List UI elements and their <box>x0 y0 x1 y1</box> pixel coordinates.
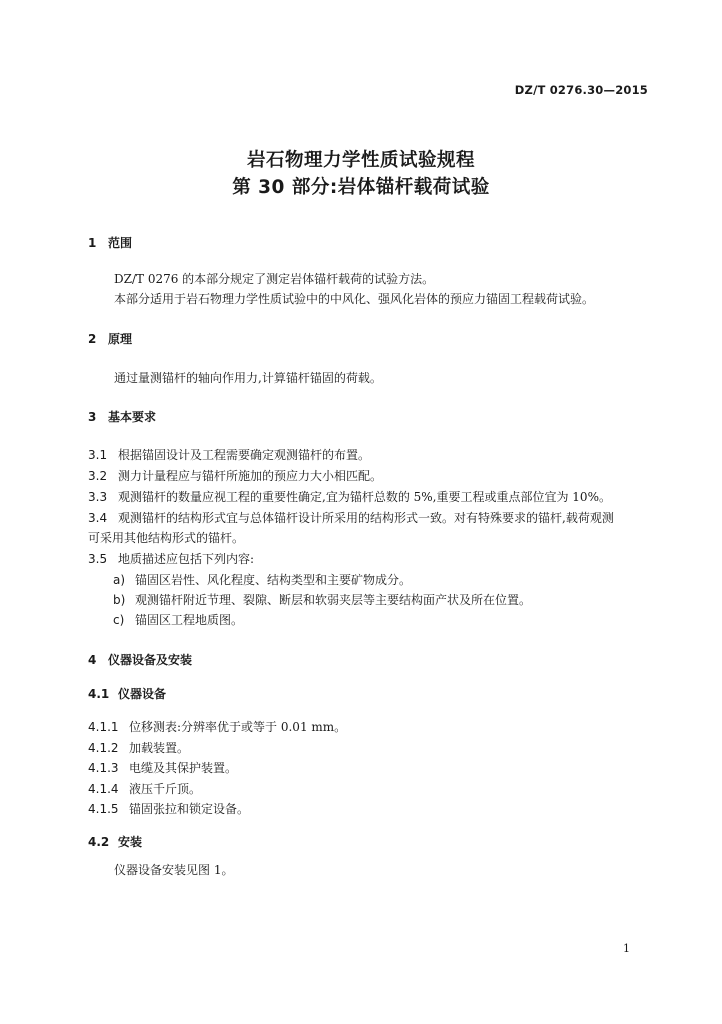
clause-text: 锚固张拉和锁定设备。 <box>129 802 250 816</box>
subsection-heading-4-2 <box>88 834 648 850</box>
subsection-heading-4-1 <box>88 686 648 702</box>
clause-text: 电缆及其保护装置。 <box>129 761 238 775</box>
section-heading-4 <box>88 652 648 668</box>
clause-item <box>88 489 648 505</box>
subsection-title: 安装 <box>118 835 143 849</box>
list-item <box>113 572 673 588</box>
clause-text: 加载装置。 <box>129 741 190 755</box>
list-label: b) <box>113 593 126 607</box>
section-heading-2 <box>88 331 648 347</box>
clause-item <box>88 740 648 756</box>
section-heading-1 <box>88 235 648 251</box>
clause-item <box>88 781 648 797</box>
clause-text: 位移测表:分辨率优于或等于 0.01 mm。 <box>129 720 347 734</box>
document-title-line1: 岩石物理力学性质试验规程 <box>246 150 475 171</box>
list-label: c) <box>113 613 125 627</box>
clause-item <box>88 468 648 484</box>
clause-continuation: 可采用其他结构形式的锚杆。 <box>88 531 245 545</box>
list-text: 观测锚杆附近节理、裂隙、断层和软弱夹层等主要结构面产状及所在位置。 <box>135 593 532 607</box>
clause-item <box>88 551 648 567</box>
section-title: 范围 <box>108 236 133 250</box>
paragraph: 仪器设备安装见图 1。 <box>114 863 234 877</box>
section-title: 仪器设备及安装 <box>108 653 193 667</box>
clause-number: 4.1.4 <box>88 782 119 796</box>
section-number: 4 <box>88 653 97 667</box>
paragraph: 通过量测锚杆的轴向作用力,计算锚杆锚固的荷载。 <box>114 371 382 385</box>
clause-number: 4.1.5 <box>88 802 119 816</box>
clause-number: 4.1.3 <box>88 761 119 775</box>
section-number: 3 <box>88 410 97 424</box>
section-number: 2 <box>88 332 97 346</box>
list-item <box>113 592 673 608</box>
clause-item <box>88 719 648 735</box>
section-number: 1 <box>88 236 97 250</box>
clause-number: 3.1 <box>88 448 108 462</box>
clause-text: 观测锚杆的数量应视工程的重要性确定,宜为锚杆总数的 5%,重要工程或重点部位宜为 10%。 <box>118 490 611 504</box>
clause-item <box>88 510 648 526</box>
clause-item <box>88 447 648 463</box>
clause-text: 观测锚杆的结构形式宜与总体锚杆设计所采用的结构形式一致。对有特殊要求的锚杆,载荷观测 <box>118 511 614 525</box>
clause-text: 测力计量程应与锚杆所施加的预应力大小相匹配。 <box>118 469 383 483</box>
clause-number: 4.1.1 <box>88 720 119 734</box>
paragraph: DZ/T 0276 的本部分规定了测定岩体锚杆载荷的试验方法。 <box>114 272 435 286</box>
document-code: DZ/T 0276.30—2015 <box>514 83 648 97</box>
subsection-number: 4.2 <box>88 835 110 849</box>
clause-number: 3.3 <box>88 490 108 504</box>
section-title: 基本要求 <box>108 410 157 424</box>
subsection-title: 仪器设备 <box>118 687 167 701</box>
page-number: 1 <box>623 942 630 955</box>
subsection-number: 4.1 <box>88 687 110 701</box>
paragraph: 本部分适用于岩石物理力学性质试验中的中风化、强风化岩体的预应力锚固工程载荷试验。 <box>114 292 595 306</box>
clause-item <box>88 801 648 817</box>
clause-item <box>88 760 648 776</box>
clause-text: 地质描述应包括下列内容: <box>118 552 255 566</box>
clause-number: 3.5 <box>88 552 108 566</box>
clause-number: 3.2 <box>88 469 108 483</box>
section-heading-3 <box>88 409 648 425</box>
clause-text: 根据锚固设计及工程需要确定观测锚杆的布置。 <box>118 448 371 462</box>
clause-number: 3.4 <box>88 511 108 525</box>
document-title-line2: 第 30 部分:岩体锚杆载荷试验 <box>232 177 490 198</box>
list-label: a) <box>113 573 126 587</box>
clause-number: 4.1.2 <box>88 741 119 755</box>
section-title: 原理 <box>108 332 133 346</box>
list-text: 锚固区岩性、风化程度、结构类型和主要矿物成分。 <box>135 573 412 587</box>
list-item <box>113 612 673 628</box>
list-text: 锚固区工程地质图。 <box>135 613 244 627</box>
clause-text: 液压千斤顶。 <box>129 782 202 796</box>
